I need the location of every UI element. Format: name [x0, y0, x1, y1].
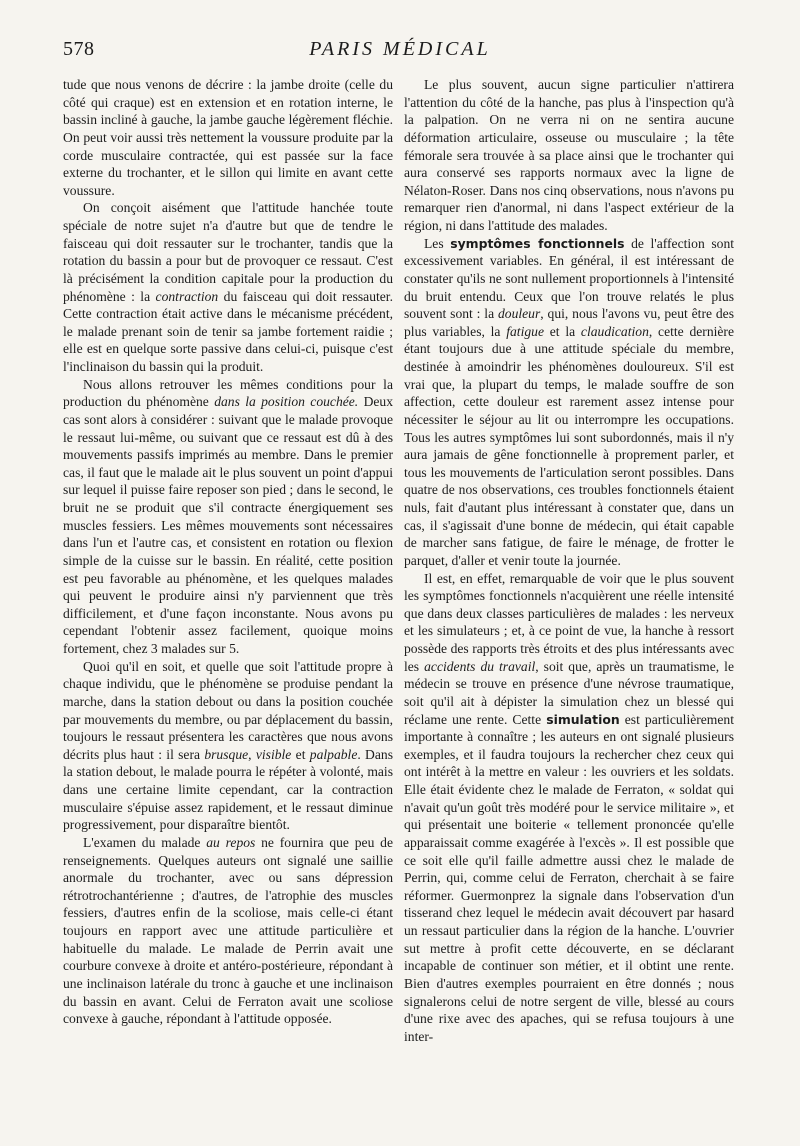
paragraph: [63, 76, 393, 199]
paragraph: [404, 76, 734, 235]
text-run: L'examen du malade: [83, 834, 207, 850]
text-run: On conçoit aisément que l'attitude hanchée toute spéciale de notre sujet n'a d'autre but que de tendre le faisceau qui doit ressauter sur le trochanter, tandis que la rotation du bassin a pour but de provoquer ce ressaut. C'est là précisément la condition capitale pour la production du phénomène : la: [63, 200, 393, 304]
text-run: Il est, en effet, remarquable de voir que le plus souvent les symptômes fonctionnels n'acquièrent une réelle intensité que dans deux classes particulières de malades : les nerveux et les simulateurs ; et, à ce point de vue, la hanche à ressort possède des rapports très étroits et des plus intéressants avec les: [404, 570, 734, 674]
italic-run: dans la position couchée.: [214, 394, 359, 410]
bold-run: simulation: [546, 711, 620, 727]
text-run: du faisceau qui doit ressauter. Cette contraction était active dans le mécanisme précédent, le malade prenant soin de tenir sa jambe fortement raidie ; elle est en quelque sorte passive dans celui-ci, puisque c'est l'inclinaison du bassin qui la produit.: [63, 288, 393, 374]
page-header: [63, 36, 737, 70]
text-run: et: [291, 746, 310, 762]
italic-run: fatigue: [506, 323, 544, 339]
page-number: 578: [63, 38, 95, 60]
text-run: Nous allons retrouver les mêmes conditions pour la production du phénomène: [63, 376, 393, 410]
left-column: [63, 76, 393, 1028]
bold-run: symptômes fonctionnels: [450, 235, 625, 251]
paragraph: [63, 834, 393, 1028]
paragraph: [63, 658, 393, 834]
text-run: et la: [544, 323, 581, 339]
italic-run: brusque: [204, 746, 249, 762]
text-run: est particulièrement importante à connaître ; les auteurs en ont signalé plusieurs exemples, et il faudra toujours la rechercher chez ceux qui ont intérêt à la mettre en valeur : les ouvriers et les soldats. Elle était évidente chez le malade de Ferraton, « soldat qui n'avait qu'un goût très modéré pour le service militaire », et qui présentait une boiterie « tellement prononcée qu'elle apparaissait comme exagérée à l'excès ». Il est possible que ce soit elle qu'il faille admettre aussi chez le malade de Perrin, qui, comme celui de Ferraton, cherchait à se faire réformer. Guermonprez la signale dans l'observation d'un tisserand chez lequel le médecin avait découvert par hasard un ressaut particulier dans la région de la hanche. L'ouvrier sut mettre à profit cette découverte, en se déclarant incapable de continuer son métier, et il obtint une rente. Bien d'autres exemples pourraient en être donnés ; nous signalerons celui de notre sergent de ville, blessé au cours d'une rixe avec des apaches, qui se refusa toujours à une inter-: [404, 711, 734, 1044]
italic-run: palpable: [309, 746, 358, 762]
paragraph: [63, 376, 393, 658]
italic-run: claudication: [580, 323, 649, 339]
text-run: tude que nous venons de décrire : la jambe droite (celle du côté qui craque) est en extension et en rotation interne, le bassin incliné à gauche, la jambe gauche légèrement fléchie. On peut voir aussi très nettement la voussure produite par la corde musculaire contractée, qui est passée sur la face externe du trochanter, et le sillon qui limite en avant cette voussure.: [63, 77, 393, 198]
italic-run: au repos: [206, 834, 256, 850]
text-run: de l'affection sont excessivement variables. En général, il est intéressant de constater qu'ils ne sont nullement proportionnels à l'intensité du bruit entendu. Ceux que l'on trouve relatés le plus souvent sont : la: [404, 235, 735, 322]
paragraph: [63, 199, 393, 375]
text-run: Quoi qu'il en soit, et quelle que soit l'attitude propre à chaque individu, que le phénomène se produise pendant la marche, dans la station debout ou dans la position couchée par mouvements du membre, ou par déplacement du bassin, toujours le ressaut présentera les caractères que nous avons décrits plus haut : il sera: [63, 658, 393, 762]
text-run: , qui, nous l'avons vu, peut être des plus variables, la: [404, 306, 734, 339]
text-run: Le plus souvent, aucun signe particulier n'attirera l'attention du côté de la hanche, pas plus à l'inspection qu'à la palpation. On ne verra ni on ne sentira aucune déformation articulaire, osseuse ou musculaire ; la tête fémorale sera trouvée à sa place ainsi que le trochanter qui aura conservé ses rapports normaux avec la ligne de Nélaton-Roser. Dans nos cinq observations, nous n'avons pu remarquer rien d'anormal, ni dans l'aspect extérieur de la région, ni dans l'attitude des malades.: [404, 77, 734, 233]
text-run: , soit que, après un traumatisme, le médecin se trouve en présence d'une névrose traumatique, soit qu'il ait à dépister la simulation chez un blessé qui réclame une rente. Cette: [404, 658, 734, 727]
text-run: Deux cas sont alors à considérer : suivant que le malade provoque le ressaut lui-même, ou suivant que ce ressaut est dû à des mouvements passifs imprimés au membre. Dans le premier cas, il faut que le malade ait le plus souvent un point d'appui sur lequel il puisse faire reposer son pied ; dans le second, le bruit ne se produit que s'il contracte énergiquement ses muscles fessiers. Les mêmes mouvements sont nécessaires dans l'un et l'autre cas, et consistent en rotation ou flexion simple de la cuisse sur le bassin. En réalité, cette position est peu favorable au phénomène, et les quelques malades qui peuvent le produire ainsi n'y parviennent que très difficilement, et d'une façon inconstante. Nous avons pu cependant l'obtenir assez facilement, quoique moins fortement, chez 3 malades sur 5.: [63, 394, 394, 656]
italic-run: contraction: [155, 288, 219, 304]
text-run: . Dans la station debout, le malade pourra le répéter à volonté, mais dans une certaine limite cependant, car la contraction musculaire s'épuise assez rapidement, et le ressaut diminue progressivement, pour disparaître bientôt.: [63, 746, 393, 833]
paragraph: [404, 235, 734, 570]
paragraph: [404, 570, 734, 1046]
italic-run: visible: [255, 746, 292, 762]
italic-run: douleur: [497, 306, 541, 322]
text-run: Les: [424, 235, 451, 251]
text-run: ,: [248, 746, 256, 762]
running-title: PARIS MÉDICAL: [309, 38, 491, 60]
text-run: ne fournira que peu de renseignements. Quelques auteurs ont signalé une saillie anormale du trochanter, avec ou sans dépression rétrotrochantérienne ; d'autres, de l'atrophie des muscles fessiers, d'autres enfin de la scoliose, mais celle-ci étant toujours en rapport avec une attitude particulière et habituelle du malade. Le malade de Perrin avait une courbure convexe à droite et antéro-postérieure, répondant à une inclinaison latérale du tronc à gauche et une inclinaison du bassin en avant. Celui de Ferraton avait une scoliose convexe à gauche, répondant à l'attitude opposée.: [63, 834, 393, 1027]
text-run: , cette dernière étant toujours due à une attitude spéciale du membre, destinée à amoindrir les phénomènes douloureux. S'il est vrai que, la plupart du temps, le malade souffre de son affection, cette douleur est rarement assez intense pour nécessiter le séjour au lit ou interrompre les occupations. Tous les autres symptômes lui sont subordonnés, mais il n'y aura jamais de gêne fonctionnelle à proprement parler, et tous les mouvements de l'articulation seront possibles. Dans quatre de nos observations, ces troubles fonctionnels étaient nuls, fait d'autant plus intéressant à constater que, dans un cas, il s'agissait d'une bonne de médecin, qui était capable de marcher sans fatigue, de faire le ménage, de frotter le parquet, d'aller et venir toute la journée.: [404, 323, 734, 568]
italic-run: accidents du travail: [424, 658, 536, 674]
right-column: [404, 76, 734, 1045]
